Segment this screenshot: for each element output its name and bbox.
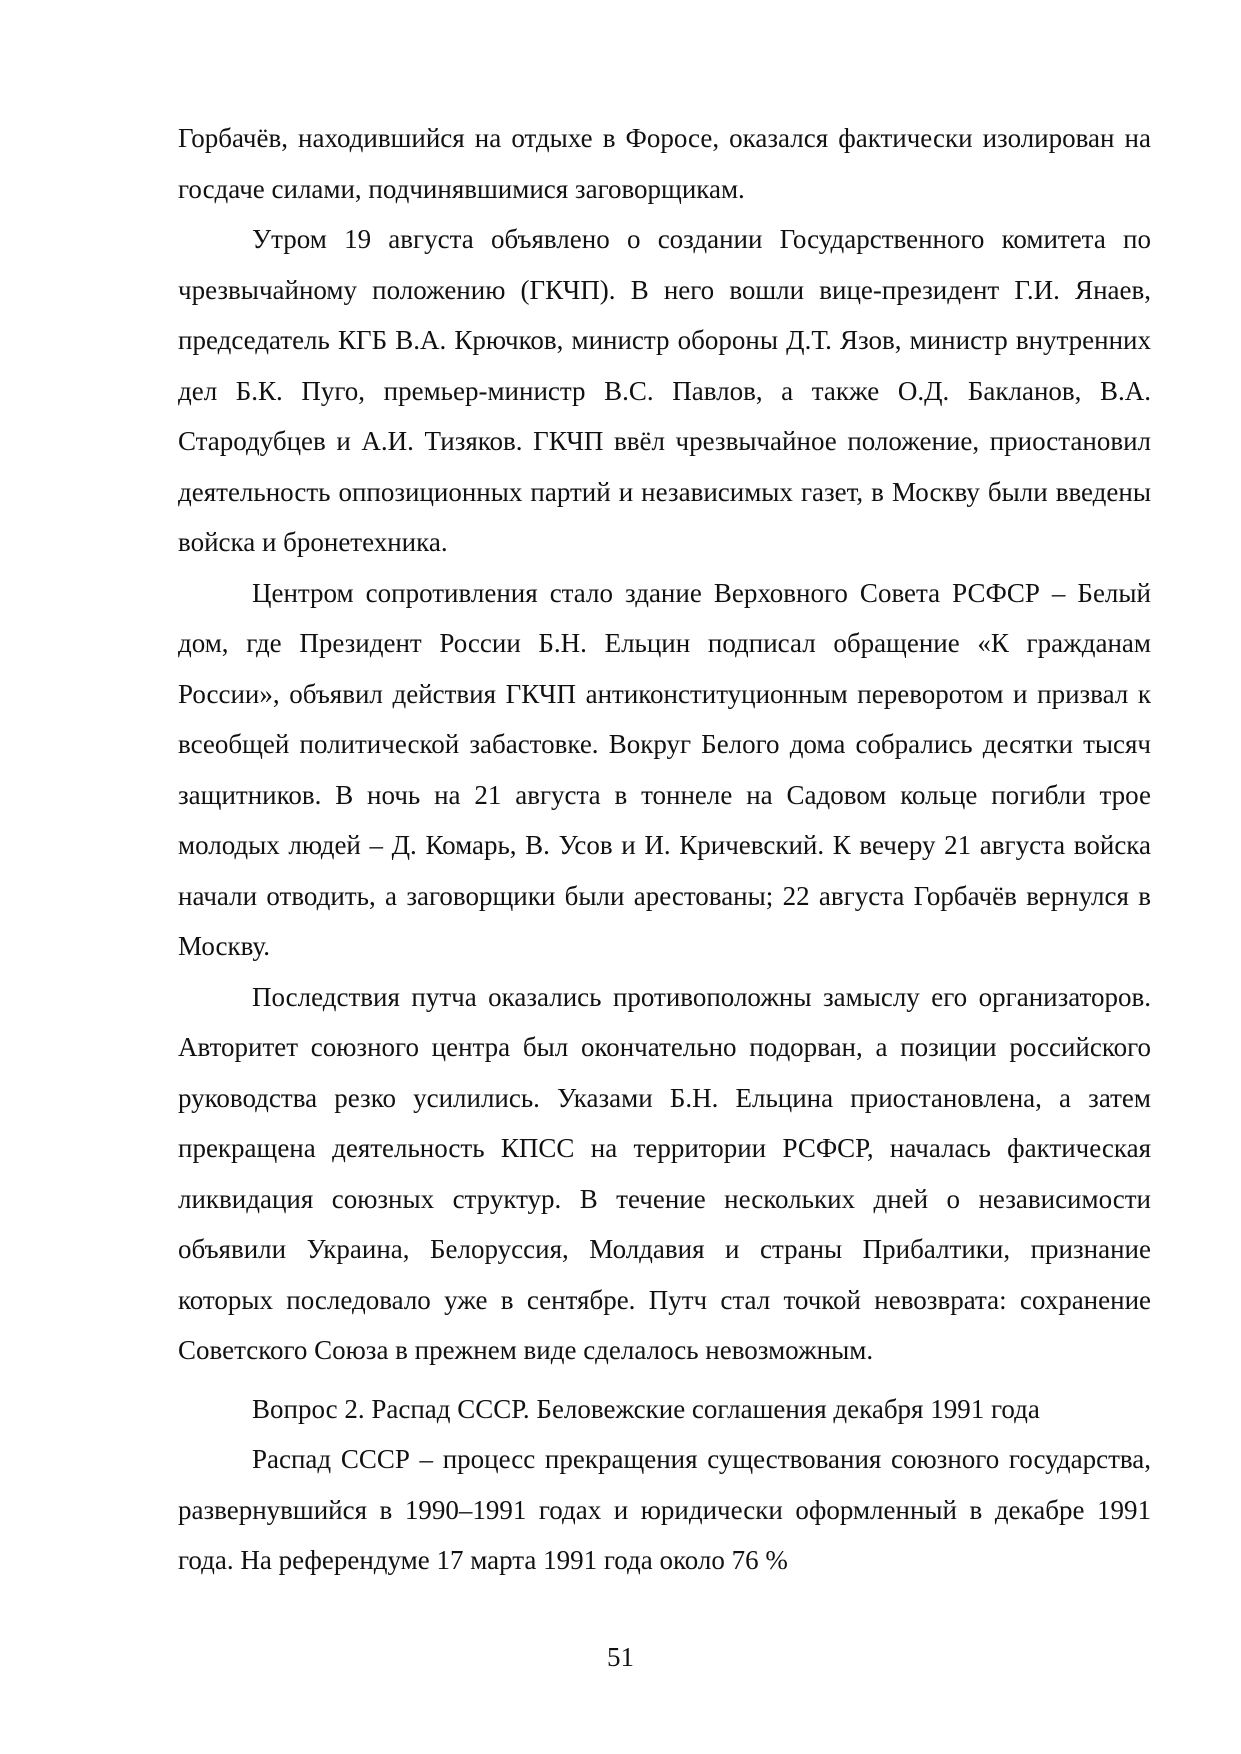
text-body: [178, 113, 1151, 1586]
paragraph-putsch-consequences: Последствия путча оказались противоположны замыслу его организаторов. Авторитет союзного центра был окончательно подорван, а позиции российского руководства резко усилились. Указами Б.Н. Ельцина приостановлена, а затем прекращена деятельность КПСС на территории РСФСР, началась фактическая ликвидация союзных структур. В течение нескольких дней о независимости объявили Украина, Белоруссия, Молдавия и страны Прибалтики, признание которых последовало уже в сентябре. Путч стал точкой невозврата: сохранение Советского Союза в прежнем виде сделалось невозможным.: [178, 981, 1151, 1365]
paragraph-forос-isolation: Горбачёв, находившийся на отдыхе в Форосе, оказался фактически изолирован на госдаче силами, подчинявшимися заговорщикам.: [178, 123, 1151, 204]
paragraph-resistance-white-house: Центром сопротивления стало здание Верховного Совета РСФСР – Белый дом, где Президент России Б.Н. Ельцин подписал обращение «К гражданам России», объявил действия ГКЧП антиконституционным переворотом и призвал к всеобщей политической забастовке. Вокруг Белого дома собрались десятки тысяч защитников. В ночь на 21 августа в тоннеле на Садовом кольце погибли трое молодых людей – Д. Комарь, В. Усов и И. Кричевский. К вечеру 21 августа войска начали отводить, а заговорщики были арестованы; 22 августа Горбачёв вернулся в Москву.: [178, 577, 1151, 961]
page-number: 51: [607, 1642, 634, 1672]
paragraph-gkchp-creation: Утром 19 августа объявлено о создании Государственного комитета по чрезвычайному положению (ГКЧП). В него вошли вице-президент Г.И. Янаев, председатель КГБ В.А. Крючков, министр обороны Д.Т. Язов, министр внутренних дел Б.К. Пуго, премьер-министр В.С. Павлов, а также О.Д. Бакланов, В.А. Стародубцев и А.И. Тизяков. ГКЧП ввёл чрезвычайное положение, приостановил деятельность оппозиционных партий и независимых газет, в Москву были введены войска и бронетехника.: [178, 224, 1151, 557]
section-heading: Вопрос 2. Распад СССР. Беловежские соглашения декабря 1991 года: [252, 1393, 1040, 1424]
paragraph-ussr-dissolution: Распад СССР – процесс прекращения существования союзного государства, развернувшийся в 1990–1991 годах и юридически оформленный в декабре 1991 года. На референдуме 17 марта 1991 года около 76 %: [178, 1444, 1151, 1575]
